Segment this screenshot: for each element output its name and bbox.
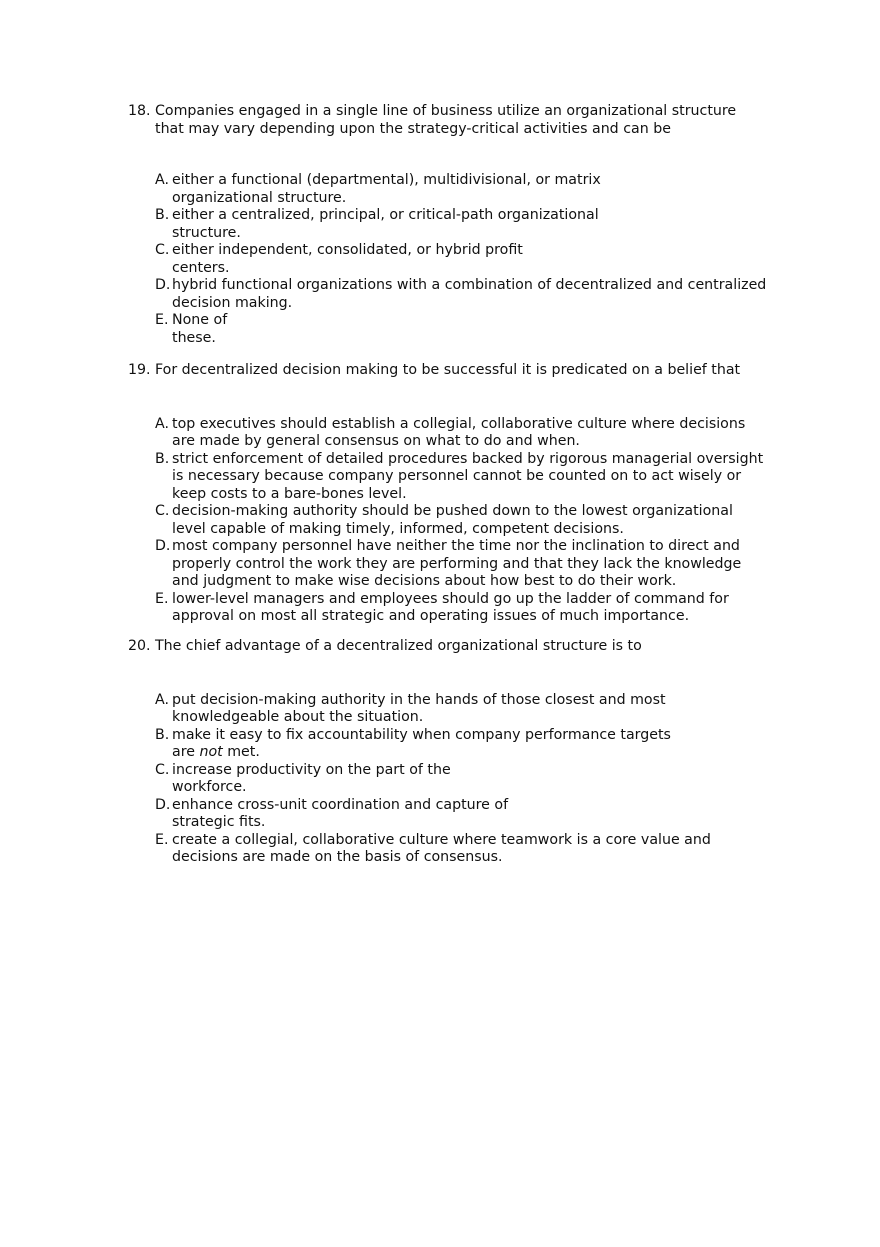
- question-text: The chief advantage of a decentralized organizational structure is to: [155, 638, 642, 654]
- choice-letter: E.: [155, 312, 169, 328]
- choice-letter: A.: [155, 691, 169, 708]
- choice-letter: E.: [155, 831, 169, 848]
- choice-text: increase productivity on the part of the workforce.: [172, 761, 451, 795]
- choice-b[interactable]: [155, 451, 788, 504]
- answer-choices: [155, 172, 788, 347]
- choice-letter: A.: [155, 172, 169, 188]
- choice-letter: D.: [155, 538, 171, 554]
- choice-e[interactable]: [155, 591, 788, 626]
- choice-text: decision-making authority should be pushed down to the lowest organizational level capable of making timely, informed, competent decisions.: [172, 503, 733, 537]
- choice-text: either independent, consolidated, or hybrid profit centers.: [172, 242, 523, 276]
- choice-letter: C.: [155, 761, 170, 778]
- choice-letter: C.: [155, 503, 170, 519]
- question-stem: [128, 638, 788, 656]
- choice-letter: C.: [155, 242, 170, 258]
- question-text: Companies engaged in a single line of business utilize an organizational structure that may vary depending upon the strategy-critical activities and can be: [155, 103, 737, 137]
- choice-text: top executives should establish a collegial, collaborative culture where decisions are made by general consensus on what to do and when.: [172, 415, 746, 449]
- choice-text: make it easy to fix accountability when company performance targets are not met.: [172, 726, 671, 760]
- choice-text: lower-level managers and employees should go up the ladder of command for approval on most all strategic and operating issues of much importance.: [172, 590, 729, 624]
- choice-letter: D.: [155, 796, 171, 813]
- choice-text: most company personnel have neither the time nor the inclination to direct and properly control the work they are performing and that they lack the knowledge and judgment to make wise decisions about how best to do their work.: [172, 538, 742, 589]
- question-number: 19.: [128, 362, 151, 378]
- question-20: [128, 638, 788, 867]
- choice-e[interactable]: [155, 832, 788, 867]
- choice-text: strict enforcement of detailed procedures backed by rigorous managerial oversight is necessary because company personnel cannot be counted on to act wisely or keep costs to a bare-bones level.: [172, 450, 764, 502]
- choice-text: either a centralized, principal, or critical-path organizational structure.: [172, 207, 599, 241]
- choice-c[interactable]: [155, 242, 788, 277]
- choice-letter: B.: [155, 450, 170, 467]
- question-text: For decentralized decision making to be successful it is predicated on a belief that: [155, 362, 741, 378]
- choice-d[interactable]: [155, 277, 788, 312]
- choice-letter: E.: [155, 590, 169, 607]
- choice-text: either a functional (departmental), multidivisional, or matrix organizational structure.: [172, 172, 601, 206]
- choice-text: None of these.: [172, 312, 228, 346]
- choice-e[interactable]: [155, 312, 788, 347]
- question-stem: [128, 362, 788, 380]
- choice-d[interactable]: [155, 797, 788, 832]
- choice-b[interactable]: [155, 727, 788, 762]
- choice-text: hybrid functional organizations with a combination of decentralized and centralized decision making.: [172, 277, 767, 311]
- choice-a[interactable]: [155, 416, 788, 451]
- choice-letter: B.: [155, 207, 170, 223]
- choice-text: put decision-making authority in the hands of those closest and most knowledgeable about the situation.: [172, 691, 666, 725]
- choice-c[interactable]: [155, 503, 788, 538]
- choice-d[interactable]: [155, 538, 788, 591]
- question-number: 18.: [128, 103, 151, 119]
- emphasis-not: not: [199, 744, 223, 760]
- choice-c[interactable]: [155, 762, 788, 797]
- choice-letter: A.: [155, 415, 169, 432]
- choice-letter: B.: [155, 726, 170, 743]
- choice-letter: D.: [155, 277, 171, 293]
- question-number: 20.: [128, 638, 151, 654]
- question-stem: [128, 103, 788, 138]
- question-18: [128, 103, 788, 347]
- question-19: [128, 362, 788, 626]
- answer-choices: [155, 416, 788, 626]
- choice-text: create a collegial, collaborative culture where teamwork is a core value and decisions are made on the basis of consensus.: [172, 831, 711, 865]
- choice-a[interactable]: [155, 692, 788, 727]
- choice-b[interactable]: [155, 207, 788, 242]
- choice-text: enhance cross-unit coordination and capture of strategic fits.: [172, 796, 509, 830]
- answer-choices: [155, 692, 788, 867]
- choice-a[interactable]: [155, 172, 788, 207]
